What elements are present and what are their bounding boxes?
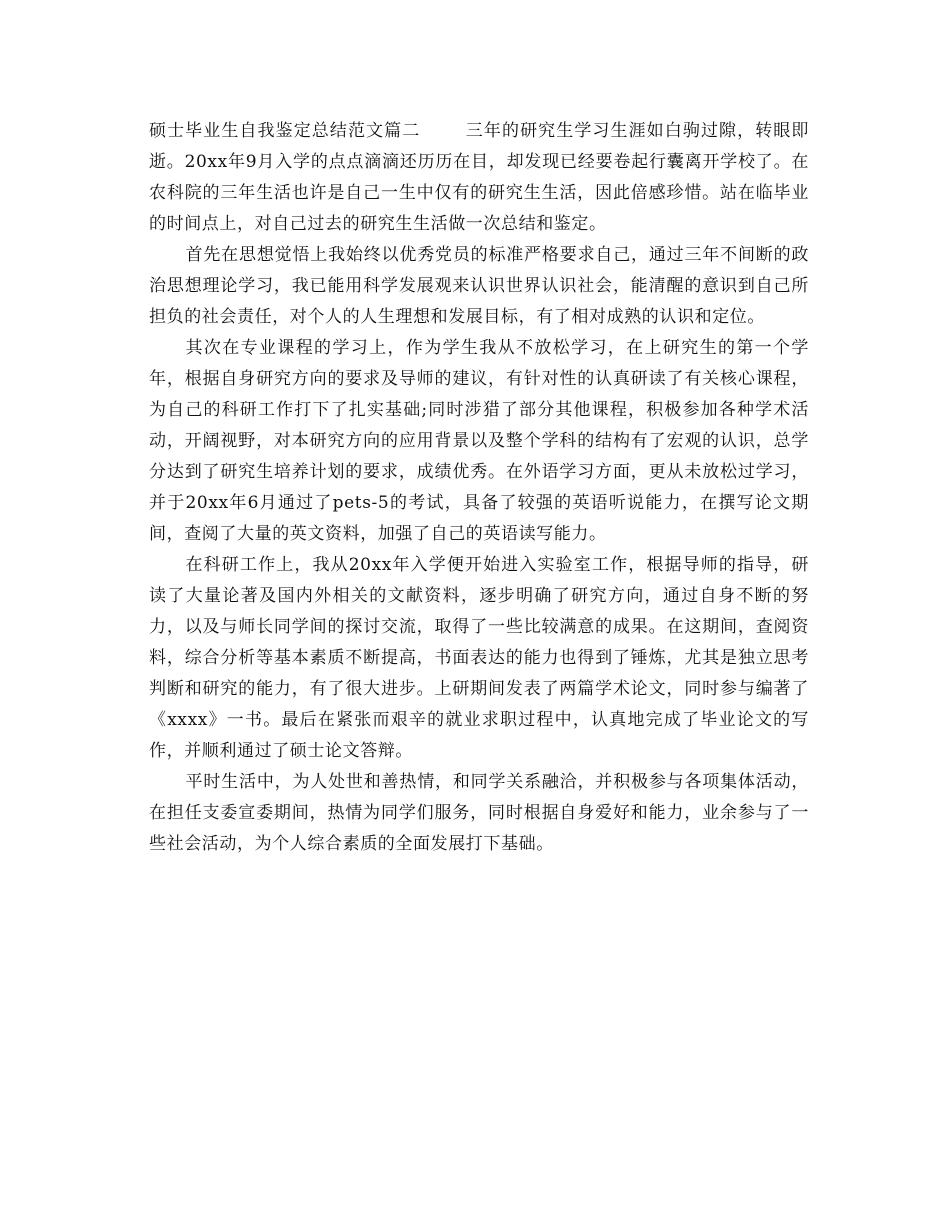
document-title: 硕士毕业生自我鉴定总结范文篇二 [149, 121, 421, 141]
opening-paragraph [149, 116, 809, 240]
paragraph-2: 首先在思想觉悟上我始终以优秀党员的标准严格要求自己，通过三年不间断的政治思想理论学习，我已能用科学发展观来认识世界认识社会，能清醒的意识到自己所担负的社会责任，对个人的人生理想和发展目标，有了相对成熟的认识和定位。 [149, 245, 809, 327]
paragraph-1-text: 三年的研究生学习生涯如白驹过隙，转眼即逝。20xx年9月入学的点点滴滴还历历在目，却发现已经要卷起行囊离开学校了。在农科院的三年生活也许是自己一生中仅有的研究生生活，因此倍感珍惜。站在临毕业的时间点上，对自己过去的研究生生活做一次总结和鉴定。 [149, 121, 809, 234]
paragraph-5: 平时生活中，为人处世和善热情，和同学关系融洽，并积极参与各项集体活动，在担任支委宣委期间，热情为同学们服务，同时根据自身爱好和能力，业余参与了一些社会活动，为个人综合素质的全面发展打下基础。 [149, 772, 809, 854]
paragraph-4: 在科研工作上，我从20xx年入学便开始进入实验室工作，根据导师的指导，研读了大量论著及国内外相关的文献资料，逐步明确了研究方向，通过自身不断的努力，以及与师长同学间的探讨交流，取得了一些比较满意的成果。在这期间，查阅资料，综合分析等基本素质不断提高，书面表达的能力也得到了锤炼，尤其是独立思考判断和研究的能力，有了很大进步。上研期间发表了两篇学术论文，同时参与编著了《xxxx》一书。最后在紧张而艰辛的就业求职过程中，认真地完成了毕业论文的写作，并顺利通过了硕士论文答辩。 [149, 555, 809, 761]
document-body [149, 116, 809, 860]
paragraph-3: 其次在专业课程的学习上，作为学生我从不放松学习，在上研究生的第一个学年，根据自身研究方向的要求及导师的建议，有针对性的认真研读了有关核心课程，为自己的科研工作打下了扎实基础;同时涉猎了部分其他课程，积极参加各种学术活动，开阔视野，对本研究方向的应用背景以及整个学科的结构有了宏观的认识，总学分达到了研究生培养计划的要求，成绩优秀。在外语学习方面，更从未放松过学习，并于20xx年6月通过了pets-5的考试，具备了较强的英语听说能力，在撰写论文期间，查阅了大量的英文资料，加强了自己的英语读写能力。 [149, 338, 809, 544]
